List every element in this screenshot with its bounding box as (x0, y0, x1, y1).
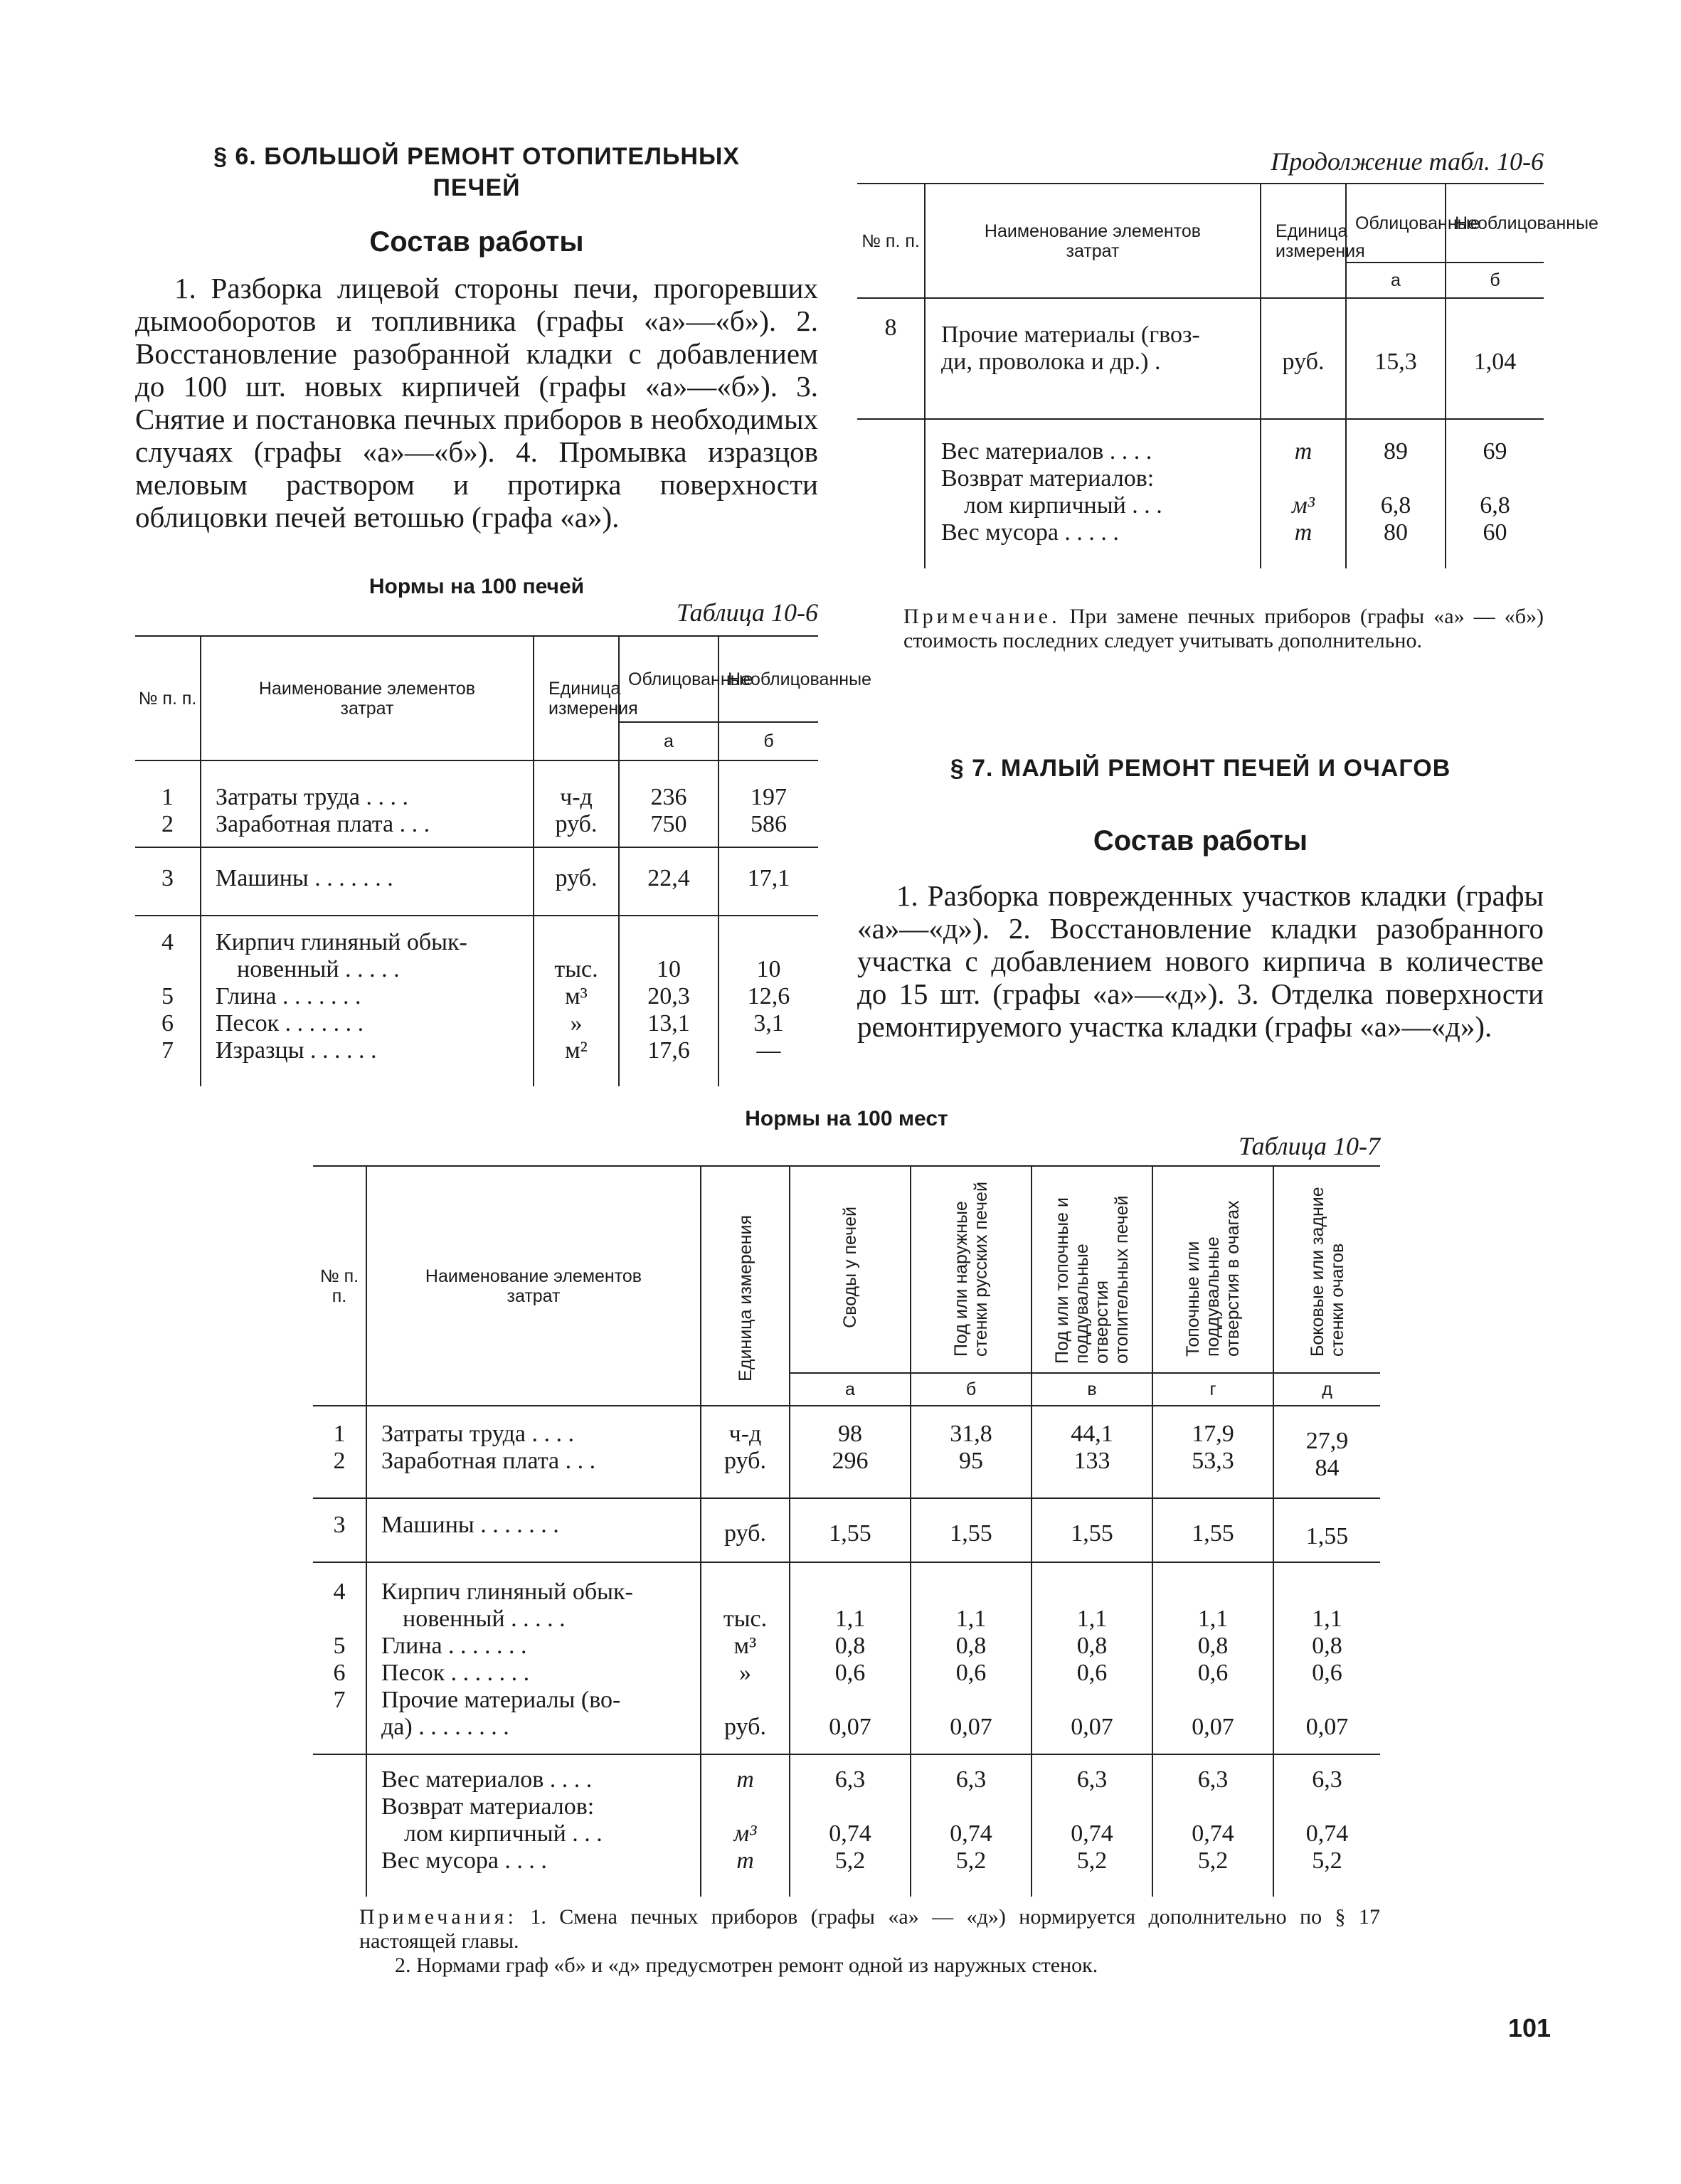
t7-wb-1: 6,3 (955, 1766, 987, 1793)
t7-b-7: 0,07 (950, 1714, 992, 1740)
unit-8: руб. (1261, 298, 1346, 419)
t7-wunit-m3: м³ (733, 1820, 757, 1847)
t7-name-scrap: лом кирпичный . . . (404, 1820, 603, 1847)
t7-num-7: 7 (333, 1687, 346, 1713)
t7-v-6: 0,6 (1076, 1660, 1108, 1686)
th-a: Облицованные (619, 637, 718, 722)
unit-m2: м² (565, 1037, 588, 1064)
t7-v-b2 (1032, 1687, 1152, 1714)
work-text-6 (135, 272, 818, 534)
table-row-weights (857, 419, 1544, 568)
t7-name-machines: Машины . . . . . . . (366, 1498, 701, 1562)
table-row-group3 (135, 916, 818, 1086)
t7-wg-1: 6,3 (1197, 1766, 1229, 1793)
th3-col-d: д (1273, 1373, 1380, 1406)
t7-g-b2 (1153, 1687, 1273, 1714)
t7-a-6: 0,6 (834, 1660, 866, 1686)
name-wages: Заработная плата . . . (216, 811, 430, 837)
t7-a-5: 0,8 (834, 1633, 866, 1659)
t7-g-1: 17,9 (1192, 1421, 1234, 1447)
name-tiles: Изразцы . . . . . . (216, 1037, 377, 1064)
num-5: 5 (161, 983, 174, 1009)
t7-unit-thous: тыс. (723, 1606, 768, 1632)
val-a-3: 22,4 (619, 847, 718, 916)
t7-a-2: 296 (832, 1448, 869, 1474)
th2-col-b: б (1446, 263, 1544, 298)
t7-unit-m3: м³ (733, 1633, 757, 1659)
t7-b-5: 0,8 (955, 1633, 987, 1659)
wa-1: 89 (1384, 438, 1408, 465)
name-debris: Вес мусора . . . . . (941, 519, 1119, 546)
t7-name-sand: Песок . . . . . . . (381, 1660, 530, 1686)
th-col-a: а (619, 722, 718, 760)
th3-unit-cell (701, 1167, 790, 1406)
th3-b: Под или наружные стенки русских печей (951, 1181, 991, 1357)
section-6-title-line2: ПЕЧЕЙ (433, 174, 521, 201)
val-a-8: 15,3 (1346, 298, 1446, 419)
val-b-5: 12,6 (747, 983, 790, 1009)
note-10-7-1 (359, 1905, 1380, 1954)
t7-wv-b (1032, 1793, 1152, 1820)
val-b-3: 17,1 (718, 847, 818, 916)
t7-d-b2 (1274, 1687, 1380, 1714)
t7-wv-4: 5,2 (1076, 1848, 1108, 1874)
t7-g-7: 0,07 (1192, 1714, 1234, 1740)
val-b-2: 586 (751, 811, 787, 837)
t7-row-weights (313, 1754, 1380, 1897)
t7-g-3: 1,55 (1152, 1498, 1273, 1562)
unit-thous: тыс. (554, 956, 598, 982)
t7-row-group1 (313, 1406, 1380, 1498)
th3-no: № п. п. (319, 1266, 359, 1306)
table-caption-10-6: Таблица 10-6 (676, 598, 818, 627)
table-caption-10-7: Таблица 10-7 (1238, 1132, 1380, 1160)
th2-no: № п. п. (861, 230, 920, 251)
num-1: 1 (161, 784, 174, 810)
th3-g: Топочные или поддувальные отверстия в очагах (1183, 1200, 1243, 1357)
t7-v-4: 1,1 (1076, 1606, 1108, 1632)
name-labor: Затраты труда . . . . (216, 784, 409, 810)
continuation-caption: Продолжение табл. 10-6 (1271, 147, 1544, 176)
th3-col-b: б (911, 1373, 1032, 1406)
t7-b-b2 (911, 1687, 1031, 1714)
unit-m3: м³ (565, 983, 588, 1009)
t7-wa-4: 5,2 (834, 1848, 866, 1874)
val-a-6: 13,1 (647, 1010, 690, 1037)
t7-num-blank1 (313, 1606, 366, 1633)
wb-4: 60 (1483, 519, 1507, 546)
name-other-mat-2: ди, проволока и др.) . (941, 349, 1161, 375)
t7-b-1: 31,8 (950, 1421, 992, 1447)
name-sand: Песок . . . . . . . (216, 1010, 364, 1037)
t7-v-2: 133 (1073, 1448, 1110, 1474)
t7-v-5: 0,8 (1076, 1633, 1108, 1659)
notes-10-7-label: Примечания: (359, 1905, 517, 1929)
notes-10-7 (359, 1905, 1380, 1978)
th3-a: Своды у печей (840, 1207, 860, 1328)
note-10-6 (903, 605, 1544, 653)
work-text-7 (857, 879, 1544, 1043)
t7-wd-1: 6,3 (1312, 1766, 1342, 1793)
val-b-8: 1,04 (1446, 298, 1544, 419)
t7-wb-4: 5,2 (955, 1848, 987, 1874)
unit-1: ч-д (560, 784, 593, 810)
table-row-group2 (135, 847, 818, 916)
t7-num-5: 5 (333, 1633, 346, 1659)
t7-wunit-1: т (736, 1766, 754, 1793)
unit-blank (534, 929, 618, 956)
t7-b-b1 (911, 1579, 1031, 1606)
wb-blank (1446, 465, 1544, 492)
t7-b-2: 95 (959, 1448, 983, 1474)
t7-name-brick-1: Кирпич глиняный обык- (381, 1579, 633, 1605)
num-4: 4 (161, 929, 174, 955)
th2-a: Облицованные (1346, 184, 1446, 263)
num-6: 6 (161, 1010, 174, 1037)
t7-g-b1 (1153, 1579, 1273, 1606)
t7-wb-3: 0,74 (950, 1820, 992, 1847)
t7-num-3: 3 (333, 1512, 346, 1538)
val-b-7: — (756, 1037, 781, 1064)
t7-wg-3: 0,74 (1192, 1820, 1234, 1847)
val-a-5: 20,3 (647, 983, 690, 1009)
note-10-7-2: 2. Нормами граф «б» и «д» предусмотрен ремонт одной из наружных стенок. (395, 1954, 1098, 1977)
unit-ditto: » (570, 1010, 583, 1037)
norms-caption-7: Нормы на 100 мест (745, 1107, 948, 1130)
th-name: Наименование элементов затрат (201, 637, 534, 760)
t7-num-6: 6 (333, 1660, 346, 1686)
th3-col-a: а (790, 1373, 911, 1406)
val-a-2: 750 (650, 811, 687, 837)
t7-name-other-1: Прочие материалы (во- (381, 1687, 621, 1713)
t7-num-2: 2 (333, 1448, 346, 1474)
name-other-mat-1: Прочие материалы (гвоз- (941, 322, 1200, 348)
t7-row-group2 (313, 1498, 1380, 1562)
val-a-blank (620, 929, 718, 956)
t7-v-b1 (1032, 1579, 1152, 1606)
num-3: 3 (161, 865, 174, 891)
num-blank (135, 956, 200, 983)
t7-d-4: 1,1 (1312, 1606, 1342, 1632)
t7-wa-b (790, 1793, 910, 1820)
work-heading-6: Состав работы (369, 226, 584, 258)
t7-name-clay: Глина . . . . . . . (381, 1633, 527, 1659)
num-8: 8 (884, 314, 897, 341)
wa-blank (1347, 465, 1445, 492)
val-a-7: 17,6 (647, 1037, 690, 1064)
t7-wg-b (1153, 1793, 1273, 1820)
section-6-title (135, 141, 818, 203)
work-text-6-paragraph: 1. Разборка лицевой стороны печи, прогоревших дымооборотов и топливника (графы «а»—«б»). 2. Восстановление разобранной кладки с добавлением до 100 шт. новых кирпичей (графы «а»—«б»). 3. Снятие и постановка печных приборов в необходимых случаях (графы «а»—«б»). 4. Промывка изразцов меловым раствором и протирка поверхности облицовки печей ветошью (графа «а»). (135, 272, 818, 534)
work-text-7-paragraph: 1. Разборка поврежденных участков кладки (графы «а»—«д»). 2. Восстановление кладки разобранного участка с добавлением нового кирпича в количестве до 15 шт. (графы «а»—«д»). 3. Отделка поверхности ремонтируемого участка кладки (графы «а»—«д»). (857, 879, 1544, 1043)
t7-g-2: 53,3 (1192, 1448, 1234, 1474)
cell-nums-1 (135, 760, 201, 847)
th-no: № п. п. (138, 688, 197, 709)
th3-v-cell (1032, 1167, 1152, 1373)
t7-wd-b (1274, 1793, 1380, 1820)
t7-a-1: 98 (838, 1421, 862, 1447)
t7-d-5: 0,8 (1312, 1633, 1342, 1659)
section-7-title: § 7. МАЛЫЙ РЕМОНТ ПЕЧЕЙ И ОЧАГОВ (950, 755, 1451, 782)
t7-name-weight: Вес материалов . . . . (381, 1766, 593, 1793)
t7-name-wages: Заработная плата . . . (381, 1448, 596, 1474)
t7-unit-blank2 (701, 1687, 789, 1714)
t7-d-6: 0,6 (1312, 1660, 1342, 1686)
t7-wunit-blank (701, 1793, 789, 1820)
unit-m3-2: м³ (1292, 492, 1315, 519)
name-return-mat: Возврат материалов: (941, 465, 1155, 492)
t7-d-3: 1,55 (1273, 1498, 1380, 1562)
t7-wv-3: 0,74 (1071, 1820, 1113, 1847)
table-row-8 (857, 298, 1544, 419)
t7-g-6: 0,6 (1197, 1660, 1229, 1686)
t7-v-3: 1,55 (1032, 1498, 1152, 1562)
th2-col-a: а (1346, 263, 1446, 298)
work-heading-7: Состав работы (1093, 825, 1308, 857)
t7-d-7: 0,07 (1305, 1714, 1349, 1740)
t7-a-3: 1,55 (790, 1498, 911, 1562)
t7-b-4: 1,1 (955, 1606, 987, 1632)
th-unit: Единица измерения (534, 637, 619, 760)
name-clay: Глина . . . . . . . (216, 983, 361, 1009)
t7-g-5: 0,8 (1197, 1633, 1229, 1659)
th3-g-cell (1152, 1167, 1273, 1373)
t7-unit-blank1 (701, 1579, 789, 1606)
val-a-4: 10 (657, 956, 681, 982)
val-b-blank (719, 929, 818, 956)
t7-wunit-2: т (736, 1848, 754, 1874)
t7-wg-4: 5,2 (1197, 1848, 1229, 1874)
name-weight-mat: Вес материалов . . . . (941, 438, 1152, 465)
table-row-group1 (135, 760, 818, 847)
wb-3: 6,8 (1480, 492, 1510, 519)
th2-b: Необлицованные (1446, 184, 1544, 263)
wb-1: 69 (1483, 438, 1507, 465)
th-b: Необлицованные (718, 637, 818, 722)
t7-unit-rub: руб. (724, 1714, 766, 1740)
name-machines: Машины . . . . . . . (201, 847, 534, 916)
th3-a-cell (790, 1167, 911, 1373)
t7-name-labor: Затраты труда . . . . (381, 1421, 575, 1447)
th3-name: Наименование элементов затрат (366, 1167, 701, 1406)
t7-d-2: 84 (1315, 1455, 1340, 1481)
t7-d-b1 (1274, 1579, 1380, 1606)
t7-v-1: 44,1 (1071, 1421, 1113, 1447)
t7-num-4: 4 (333, 1579, 346, 1605)
note-10-7-1-text: 1. Смена печных приборов (графы «а» — «д») нормируется дополнительно по § 17 настоящей главы. (359, 1905, 1380, 1953)
val-b-6: 3,1 (753, 1010, 784, 1037)
t7-name-debris: Вес мусора . . . . (381, 1848, 547, 1874)
t7-unit-2: руб. (724, 1448, 766, 1474)
th3-b-cell (911, 1167, 1032, 1373)
t7-wd-4: 5,2 (1312, 1848, 1342, 1874)
unit-2: руб. (555, 811, 598, 837)
unit-t2: т (1294, 519, 1313, 546)
t7-unit-ditto: » (739, 1660, 751, 1686)
num-7: 7 (161, 1037, 174, 1064)
note-10-6-text: При замене печных приборов (графы «а» — «б») стоимость последних следует учитывать дополнительно. (903, 605, 1544, 652)
t7-b-6: 0,6 (955, 1660, 987, 1686)
t7-g-4: 1,1 (1197, 1606, 1229, 1632)
t7-d-1: 27,9 (1305, 1428, 1349, 1454)
t7-unit-1: ч-д (728, 1421, 762, 1447)
t7-name-brick-2: новенный . . . . . (403, 1606, 566, 1632)
t7-row-group3 (313, 1562, 1380, 1754)
norms-caption-6: Нормы на 100 печей (368, 575, 585, 598)
page-number: 101 (1507, 2013, 1551, 2042)
t7-wa-3: 0,74 (829, 1820, 871, 1847)
name-brick-scrap: лом кирпичный . . . (964, 492, 1162, 519)
wa-3: 6,8 (1380, 492, 1411, 519)
th3-d: Боковые или задние стенки очагов (1307, 1186, 1347, 1357)
th2-unit: Единица измерения (1261, 184, 1346, 298)
t7-wa-1: 6,3 (834, 1766, 866, 1793)
th2-name: Наименование элементов затрат (925, 184, 1261, 298)
th3-col-g: г (1152, 1373, 1273, 1406)
name-brick-1: Кирпич глиняный обык- (216, 929, 467, 955)
t7-name-other-2: да) . . . . . . . . (381, 1714, 509, 1740)
unit-blank2 (1261, 465, 1345, 492)
t7-wd-3: 0,74 (1305, 1820, 1349, 1847)
unit-3: руб. (534, 847, 619, 916)
t7-b-3: 1,55 (911, 1498, 1032, 1562)
t7-num-blank2 (313, 1714, 366, 1741)
th3-v: Под или топочные и поддувальные отверстия отопительных печей (1052, 1194, 1132, 1364)
t7-a-b1 (790, 1579, 910, 1606)
th3-col-v: в (1032, 1373, 1152, 1406)
note-10-6-label: Примечание. (903, 605, 1061, 628)
name-brick-2: новенный . . . . . (237, 956, 400, 982)
th-col-b: б (718, 722, 818, 760)
t7-num-1: 1 (333, 1421, 346, 1447)
t7-v-7: 0,07 (1071, 1714, 1113, 1740)
num-2: 2 (161, 811, 174, 837)
th3-unit: Единица измерения (735, 1214, 755, 1382)
section-6-title-line1: § 6. БОЛЬШОЙ РЕМОНТ ОТОПИТЕЛЬНЫХ (213, 143, 740, 170)
val-a-1: 236 (650, 784, 687, 810)
t7-a-7: 0,07 (829, 1714, 871, 1740)
t7-name-return: Возврат материалов: (381, 1793, 595, 1820)
val-b-1: 197 (751, 784, 787, 810)
t7-wv-1: 6,3 (1076, 1766, 1108, 1793)
unit-t1: т (1294, 438, 1313, 465)
t7-a-4: 1,1 (834, 1606, 866, 1632)
wa-4: 80 (1384, 519, 1408, 546)
t7-a-b2 (790, 1687, 910, 1714)
t7-unit-3: руб. (701, 1498, 790, 1562)
val-b-4: 10 (756, 956, 781, 982)
th3-d-cell (1273, 1167, 1380, 1373)
t7-wb-b (911, 1793, 1031, 1820)
